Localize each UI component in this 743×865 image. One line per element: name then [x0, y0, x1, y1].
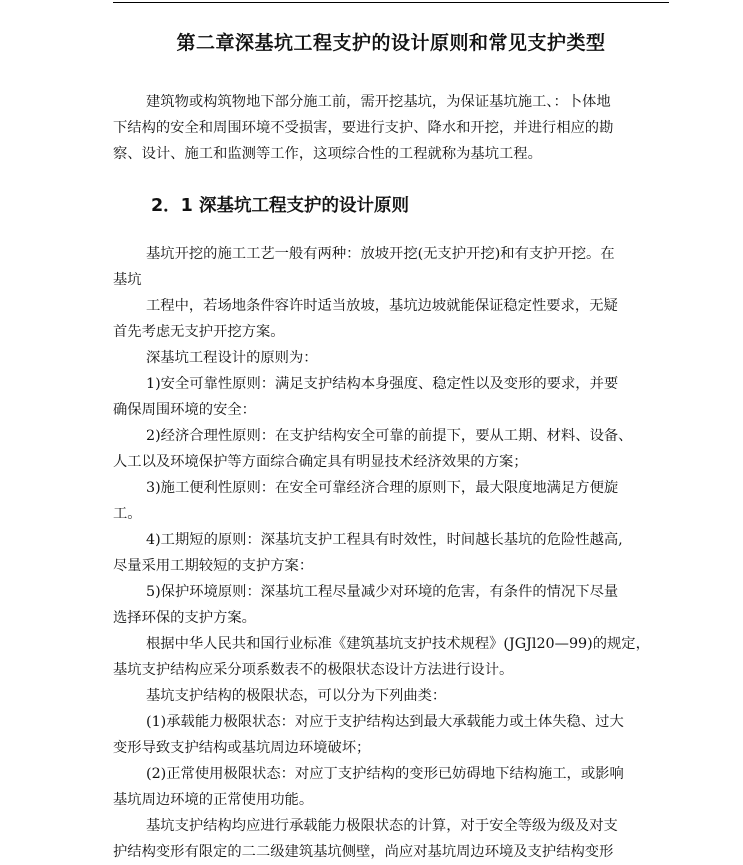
body-line: 基坑支护结构应采分项系数表不的极限状态设计方法进行设计。: [113, 662, 514, 678]
body-text: [113, 241, 669, 865]
body-line: 基坑周边环境的正常使用功能。: [113, 792, 314, 808]
section-title: 2．1 深基坑工程支护的设计原则: [151, 196, 409, 216]
body-line: 基坑: [113, 272, 142, 288]
body-line: 2)经济合理性原则：在支护结构安全可靠的前提下，要从工期、材料、设备、: [146, 428, 633, 444]
body-line: 选择环保的支护方案。: [113, 610, 256, 626]
intro-line: 察、设计、施工和监测等工作，这项综合性的工程就称为基坑工程。: [113, 146, 542, 162]
body-line: 首先考虑无支护开挖方案。: [113, 324, 285, 340]
top-rule: [113, 2, 669, 3]
body-line: 1)安全可靠性原则：满足支护结构本身强度、稳定性以及变形的要求，并要: [146, 376, 619, 392]
body-line: 工程中，若场地条件容许时适当放坡，基坑边坡就能保证稳定性要求，无疑: [146, 298, 618, 314]
body-line: 5)保护环境原则：深基坑工程尽量减少对环境的危害，有条件的情况下尽量: [146, 584, 619, 600]
body-line: 护结构变形有限定的二二级建筑基坑侧壁，尚应对基坑周边环境及支护结构变形: [113, 844, 614, 860]
body-line: (1)承载能力极限状态：对应于支护结构达到最大承载能力或土体失稳、过大: [146, 714, 624, 730]
chapter-title: 第二章深基坑工程支护的设计原则和常见支护类型: [176, 32, 606, 54]
body-line: 4)工期短的原则：深基坑支护工程具有时效性，时间越长基坑的危险性越高,: [146, 532, 623, 548]
body-line: 3)施工便利性原则：在安全可靠经济合理的原则下，最大限度地满足方便旋: [146, 480, 619, 496]
body-line: 基坑支护结构均应进行承载能力极限状态的计算，对于安全等级为级及对支: [146, 818, 618, 834]
body-line: 工。: [113, 506, 142, 522]
intro-paragraph: [113, 89, 669, 167]
intro-line: 下结构的安全和周围环境不受损害，要进行支护、降水和开挖，并进行相应的勘: [113, 120, 614, 136]
body-line: 确保周围环境的安全：: [113, 402, 256, 418]
body-line: 人工以及环境保护等方面综合确定具有明显技术经济效果的方案；: [113, 454, 528, 470]
body-line: (2)正常使用极限状态：对应丁支护结构的变形已妨碍地下结构施工，或影响: [146, 766, 624, 782]
body-line: 变形导致支护结构或基坑周边环境破坏；: [113, 740, 371, 756]
body-line: 基坑开挖的施工工艺一般有两种：放坡开挖(无支护开挖)和有支护开挖。在: [146, 246, 615, 262]
body-line: 深基坑工程设计的原则为：: [146, 350, 318, 366]
intro-line: 建筑物或构筑物地下部分施工前，需开挖基坑，为保证基坑施工、：卜体地: [146, 94, 611, 110]
body-line: 基坑支护结构的极限状态，可以分为下列曲类：: [146, 688, 447, 704]
body-line: 根据中华人民共和国行业标准《建筑基坑支护技术规程》(JGJl20—99)的规定，: [146, 636, 650, 652]
body-line: 尽量采用工期较短的支护方案：: [113, 558, 314, 574]
